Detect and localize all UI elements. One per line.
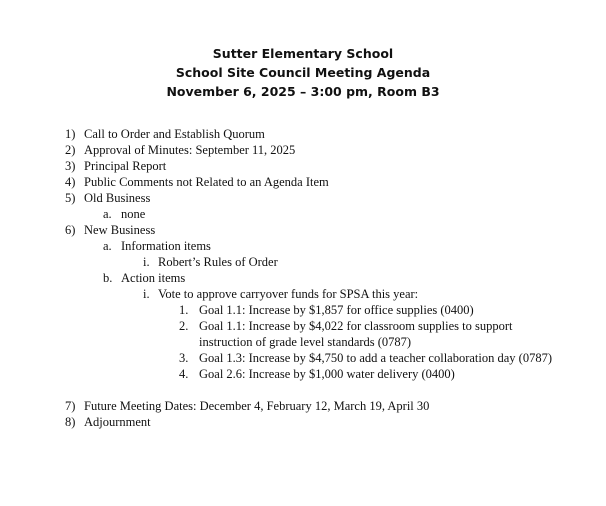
item-number: 8) xyxy=(65,415,76,429)
item-text: Future Meeting Dates: December 4, February 12, March 19, April 30 xyxy=(84,399,430,413)
item-number: 6) xyxy=(65,223,76,237)
item-text: Vote to approve carryover funds for SPSA this year: xyxy=(158,287,419,301)
goal-number: 3. xyxy=(179,351,189,365)
goal-text: Goal 1.1: Increase by $1,857 for office supplies (0400) xyxy=(199,303,474,317)
item-number: 1) xyxy=(65,127,76,141)
goal-text-continued: instruction of grade level standards (0787) xyxy=(199,335,412,349)
goal-number: 2. xyxy=(179,319,189,333)
item-text: New Business xyxy=(84,223,156,237)
goal-number: 1. xyxy=(179,303,189,317)
item-text: Information items xyxy=(121,239,211,253)
school-name: Sutter Elementary School xyxy=(212,46,394,61)
item-text: Public Comments not Related to an Agenda Item xyxy=(84,175,329,189)
goal-number: 4. xyxy=(179,367,189,381)
item-number: 4) xyxy=(65,175,76,189)
item-roman: i. xyxy=(143,255,150,269)
goal-text: Goal 2.6: Increase by $1,000 water delivery (0400) xyxy=(199,367,455,381)
item-number: 2) xyxy=(65,143,76,157)
item-text: Old Business xyxy=(84,191,151,205)
item-text: Principal Report xyxy=(84,159,167,173)
item-text: Call to Order and Establish Quorum xyxy=(84,127,265,141)
item-text: Approval of Minutes: September 11, 2025 xyxy=(84,143,296,157)
item-number: 5) xyxy=(65,191,76,205)
item-letter: a. xyxy=(103,239,112,253)
meeting-title: School Site Council Meeting Agenda xyxy=(175,65,431,80)
item-text: none xyxy=(121,207,146,221)
meeting-date-time-room: November 6, 2025 – 3:00 pm, Room B3 xyxy=(166,84,440,99)
item-letter: b. xyxy=(103,271,113,285)
item-letter: a. xyxy=(103,207,112,221)
agenda-header xyxy=(0,44,606,101)
item-text: Robert’s Rules of Order xyxy=(158,255,278,269)
item-roman: i. xyxy=(143,287,150,301)
item-number: 7) xyxy=(65,399,76,413)
goal-text: Goal 1.1: Increase by $4,022 for classroom supplies to support xyxy=(199,319,513,333)
goal-text: Goal 1.3: Increase by $4,750 to add a teacher collaboration day (0787) xyxy=(199,351,552,365)
item-number: 3) xyxy=(65,159,76,173)
item-text: Action items xyxy=(121,271,186,285)
item-text: Adjournment xyxy=(84,415,151,429)
